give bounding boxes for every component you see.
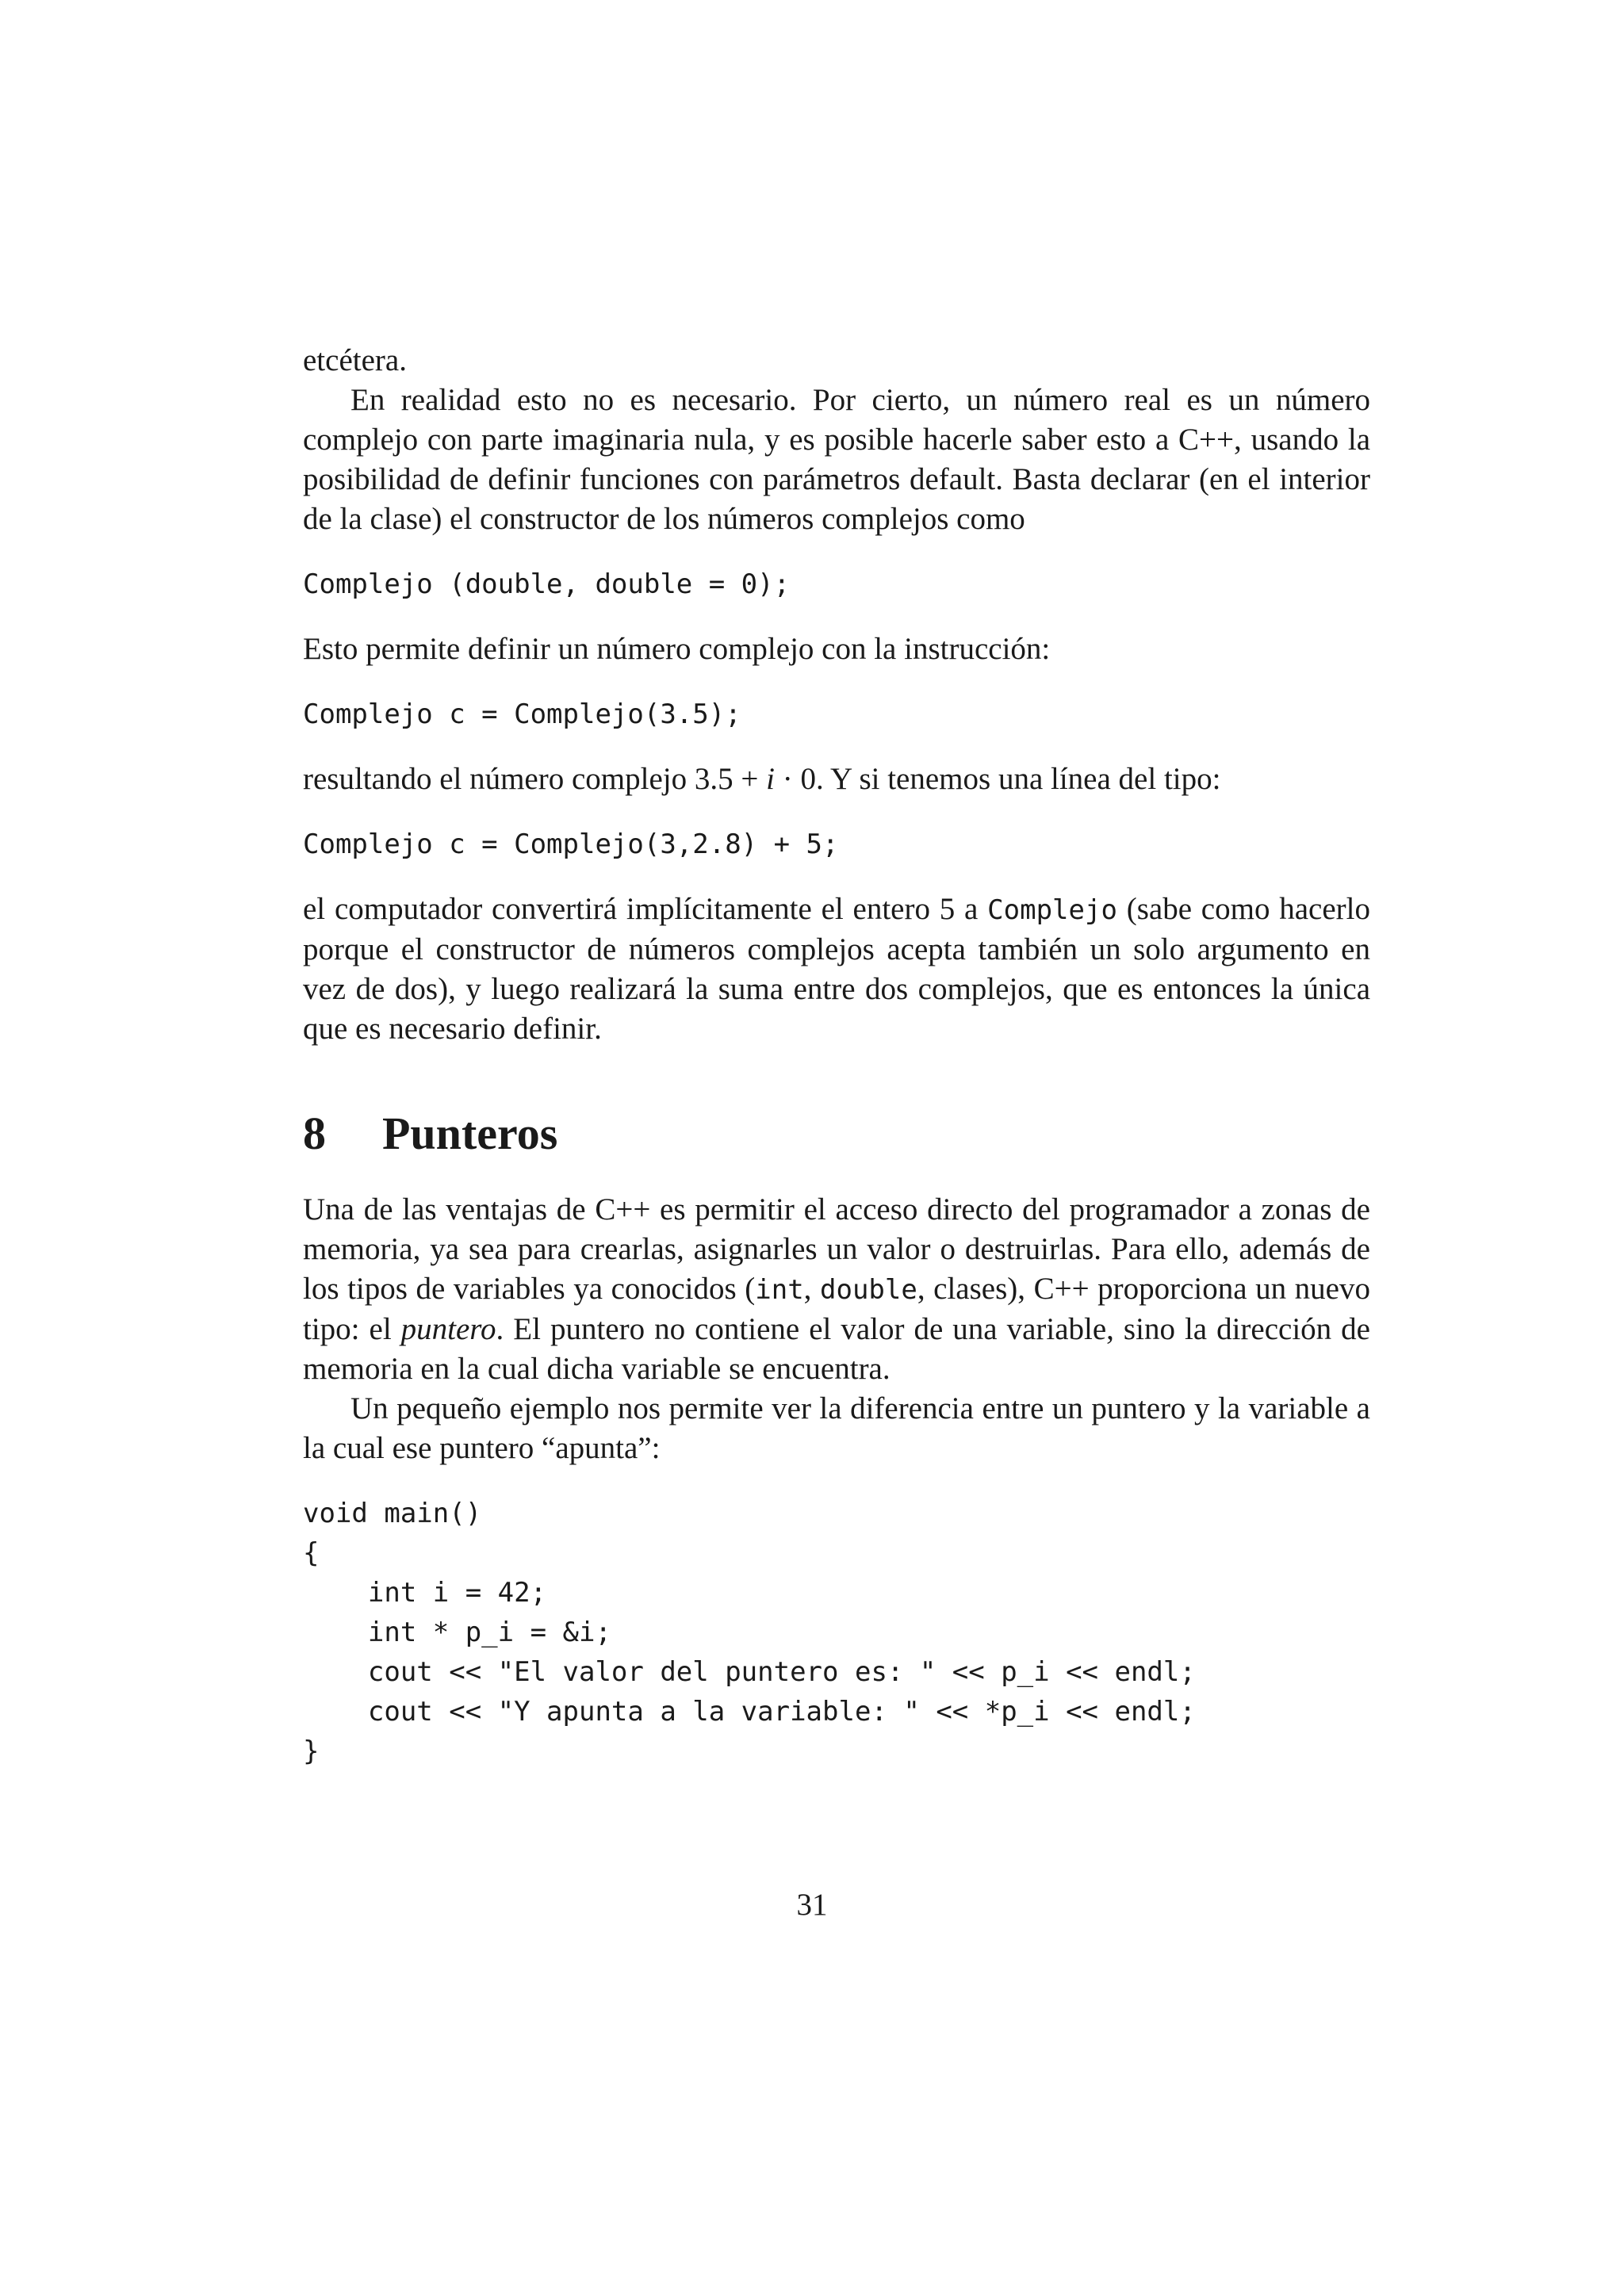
text-comma: , [803, 1272, 820, 1306]
code-main: void main() { int i = 42; int * p_i = &i; cout << "El valor del puntero es: " << p_i << endl; cout << "Y apunta a la variable: " << *p_i << endl; } [303, 1498, 1196, 1767]
inline-code-double: double [820, 1274, 917, 1306]
math-i: i [766, 762, 775, 796]
paragraph-realidad: En realidad esto no es necesario. Por cierto, un número real es un número complejo con parte imaginaria nula, y es posible hacerle saber esto a C++, usando la posibilidad de definir funciones con parámetros default. Basta declarar (en el interior de la clase) el constructor de los números complejos como [303, 383, 1370, 536]
text-sabe-como: (sabe como hacerlo porque el constructor de números complejos acepta también un solo argumento en vez de dos), y luego realizará la suma entre dos complejos, que es entonces la única que es necesario definir. [303, 892, 1370, 1046]
paragraph-etcetera: etcétera. [303, 343, 407, 377]
inline-code-int: int [755, 1274, 804, 1306]
code-complejo-simple: Complejo c = Complejo(3.5); [303, 698, 741, 730]
paragraph-computador [303, 890, 1370, 1049]
text-linea-tipo: · 0. Y si tenemos una línea del tipo: [774, 762, 1221, 796]
text-ventajas: Una de las ventajas de C++ es permitir el acceso directo del programador a zonas de memoria, ya sea para crearlas, asignarles un valor o destruirlas. Para ello, además de los tipos de variables ya conocidos ( [303, 1192, 1370, 1306]
paragraph-resultando [303, 760, 1370, 799]
emphasis-puntero: puntero [400, 1312, 496, 1346]
section-number: 8 [303, 1108, 326, 1159]
code-complejo-suma: Complejo c = Complejo(3,2.8) + 5; [303, 828, 839, 860]
page-content [303, 341, 1370, 1771]
text-clases: , clases), C++ proporciona un nuevo tipo: el [303, 1272, 1370, 1346]
page-number: 31 [796, 1888, 828, 1922]
section-heading [303, 1106, 1370, 1161]
paragraph-ejemplo: Un pequeño ejemplo nos permite ver la diferencia entre un puntero y la variable a la cual ese puntero “apunta”: [303, 1391, 1370, 1465]
paragraph-ventajas [303, 1190, 1370, 1389]
text-computador: el computador convertirá implícitamente el entero 5 a [303, 892, 988, 926]
text-resultando: resultando el número complejo 3.5 + [303, 762, 767, 796]
paragraph-permite: Esto permite definir un número complejo con la instrucción: [303, 632, 1051, 666]
code-constructor: Complejo (double, double = 0); [303, 568, 791, 600]
text-puntero-contiene: . El puntero no contiene el valor de una variable, sino la dirección de memoria en la cual dicha variable se encuentra. [303, 1312, 1370, 1386]
section-title: Punteros [382, 1108, 558, 1159]
inline-code-complejo: Complejo [987, 894, 1117, 926]
